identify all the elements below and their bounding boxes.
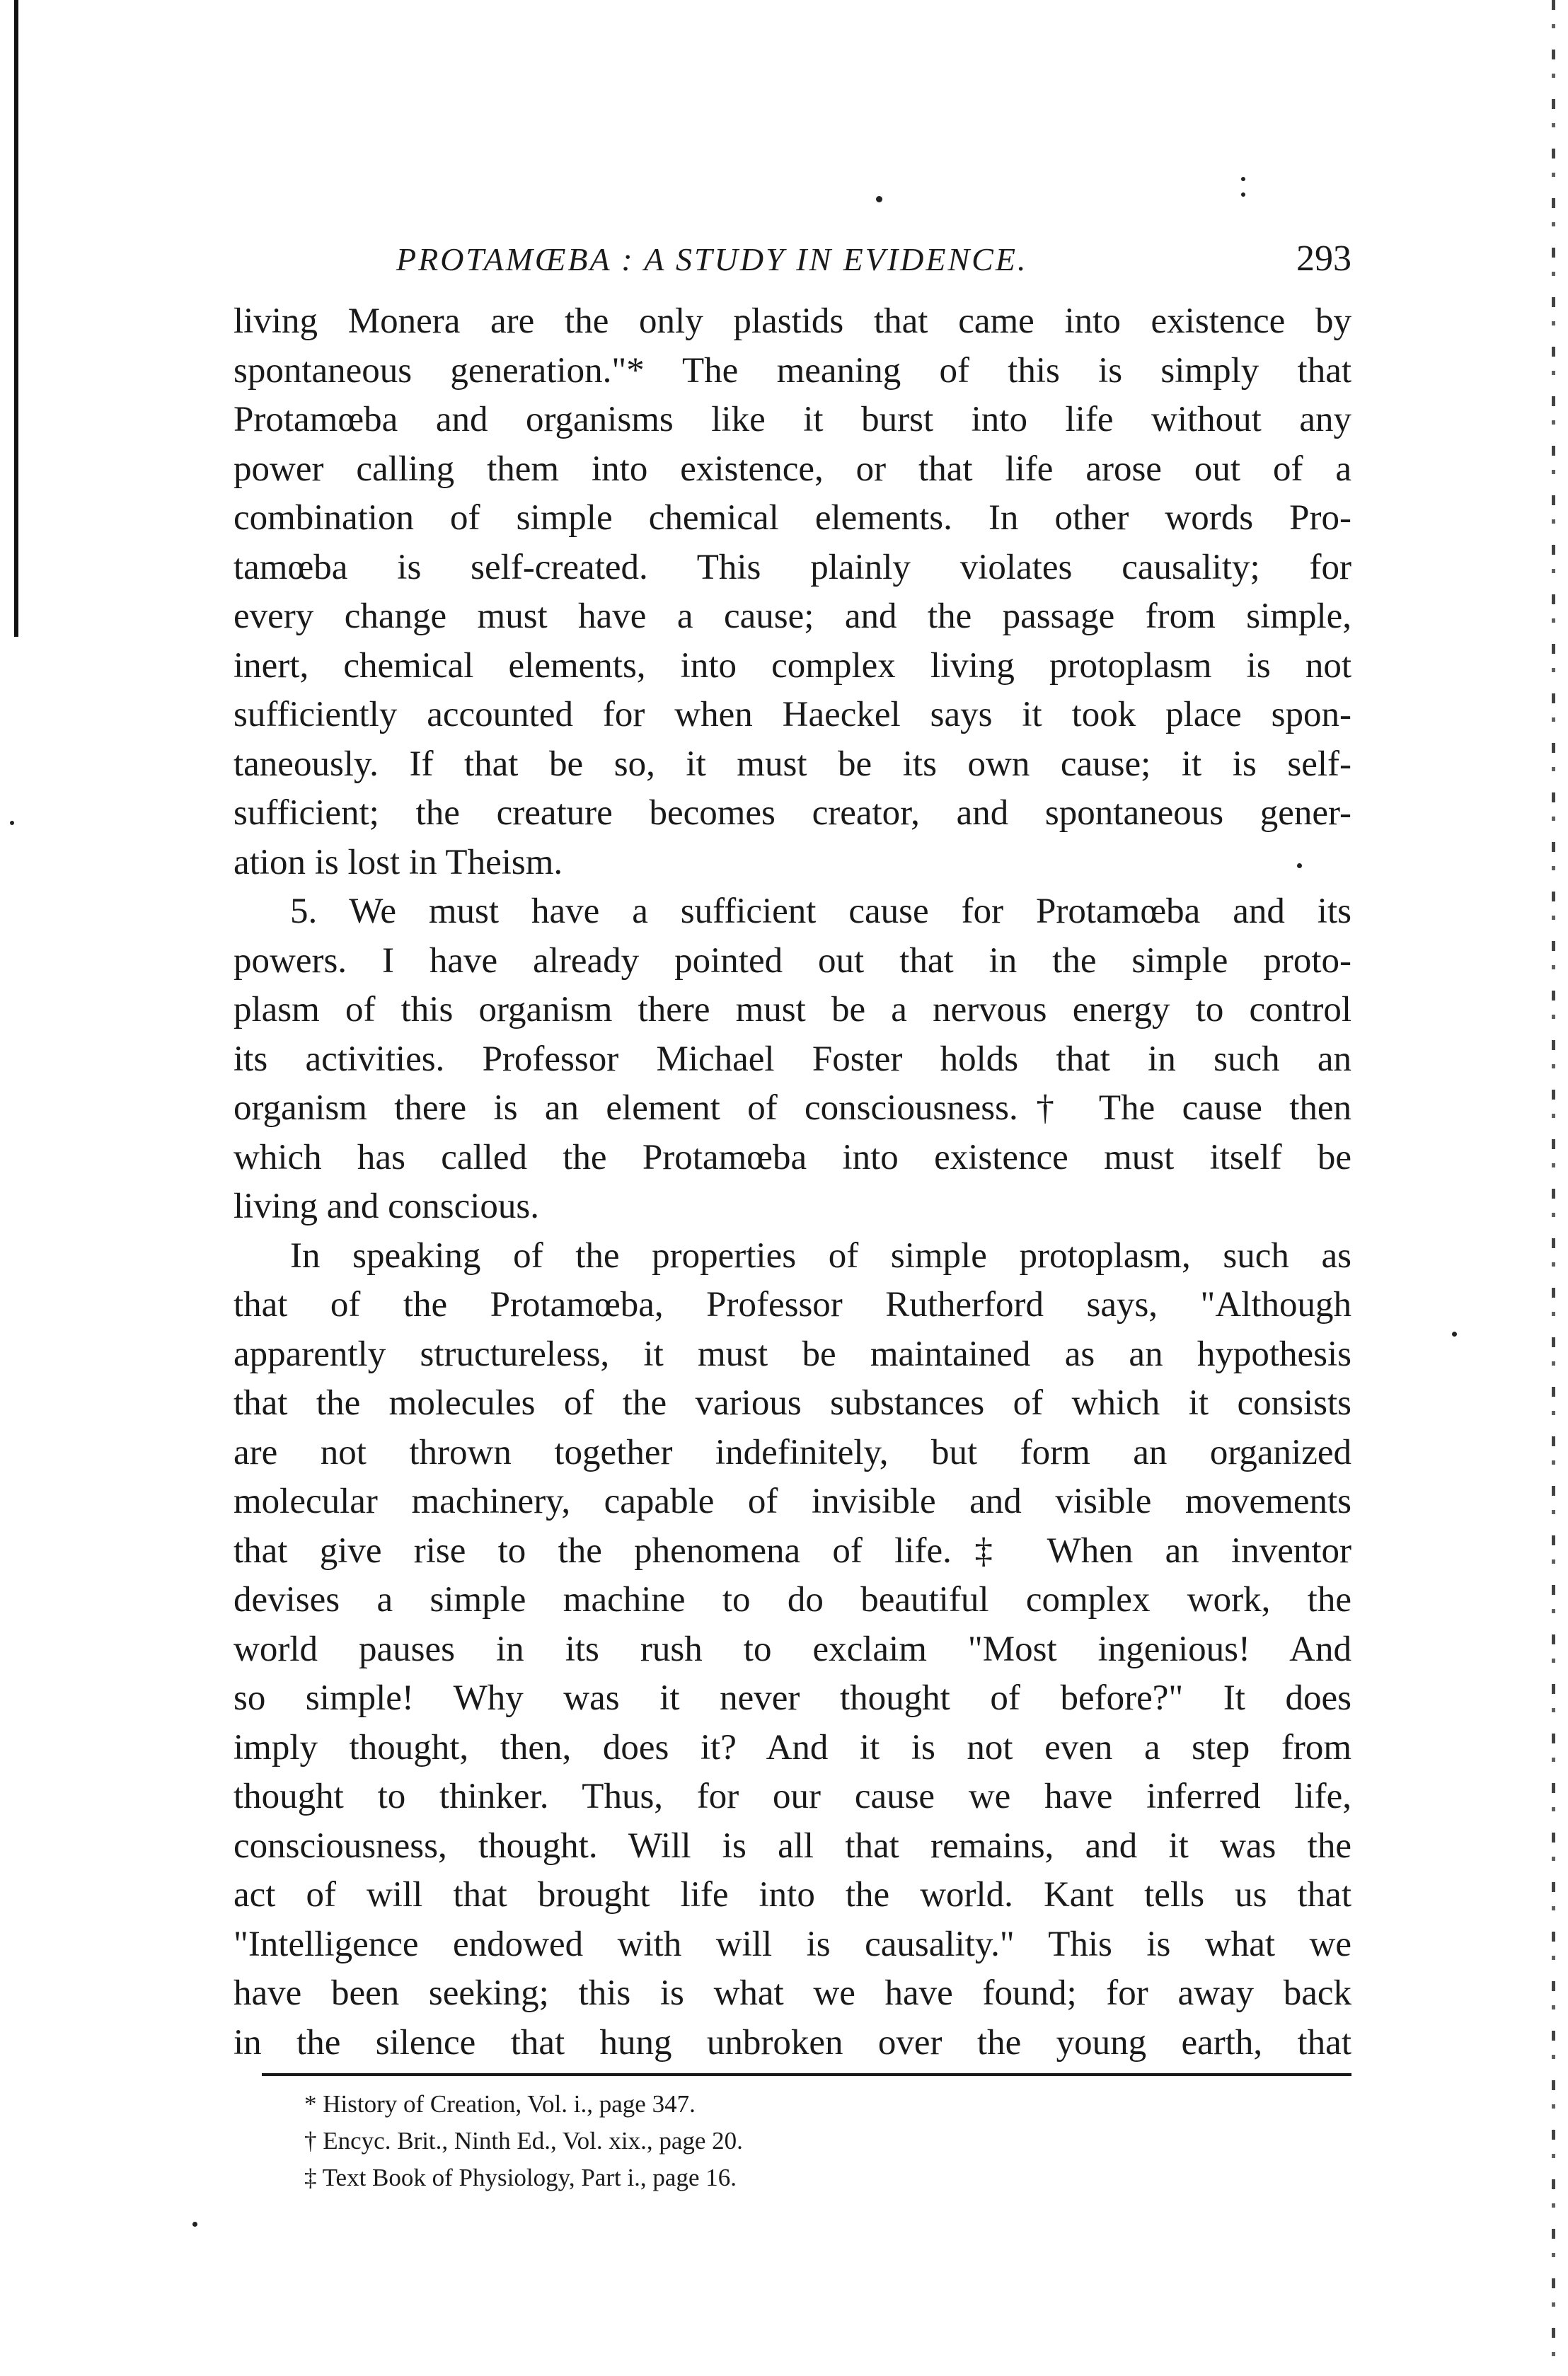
text-line: world pauses in its rush to exclaim "Most ingenious! And bbox=[234, 1629, 1351, 1669]
text-line: act of will that brought life into the world. Kant tells us that bbox=[234, 1875, 1351, 1915]
text-line: thought to thinker. Thus, for our cause we have inferred life, bbox=[234, 1777, 1351, 1816]
text-line: so simple! Why was it never thought of before?" It does bbox=[234, 1678, 1351, 1718]
text-line: imply thought, then, does it? And it is not even a step from bbox=[234, 1727, 1351, 1767]
scan-speck bbox=[876, 196, 882, 202]
text-line: that of the Protamœba, Professor Rutherford says, "Although bbox=[234, 1285, 1351, 1325]
scan-speck bbox=[1241, 177, 1245, 181]
text-line: power calling them into existence, or that life arose out of a bbox=[234, 449, 1351, 489]
scan-speck bbox=[10, 821, 14, 825]
text-line: that give rise to the phenomena of life.‡ When an inventor bbox=[234, 1530, 1351, 1571]
paragraph-3 bbox=[234, 1232, 1351, 2068]
footnote: † Encyc. Brit., Ninth Ed., Vol. xix., page 20. bbox=[304, 2127, 743, 2155]
text-line: Protamœba and organisms like it burst into life without any bbox=[234, 400, 1351, 439]
text-line: powers. I have already pointed out that in the simple proto- bbox=[234, 940, 1351, 981]
paragraph-1 bbox=[234, 297, 1351, 887]
text-line: in the silence that hung unbroken over the young earth, that bbox=[234, 2022, 1351, 2063]
text-line: sufficient; the creature becomes creator, and spontaneous gener- bbox=[234, 793, 1351, 833]
text-line: 5. We must have a sufficient cause for Protamœba and its bbox=[290, 892, 1351, 931]
page-number: 293 bbox=[1296, 238, 1351, 279]
scan-left-edge bbox=[14, 0, 18, 637]
text-line: devises a simple machine to do beautiful complex work, the bbox=[234, 1580, 1351, 1620]
scan-speck bbox=[1241, 192, 1245, 197]
footnote: ‡ Text Book of Physiology, Part i., page 16. bbox=[304, 2164, 737, 2191]
text-line: spontaneous generation."* The meaning of this is simply that bbox=[234, 350, 1351, 391]
text-line: which has called the Protamœba into existence must itself be bbox=[234, 1137, 1351, 1177]
text-line: ation is lost in Theism. bbox=[234, 842, 563, 882]
text-line: taneously. If that be so, it must be its own cause; it is self- bbox=[234, 744, 1351, 784]
running-head bbox=[234, 233, 1351, 297]
text-line: are not thrown together indefinitely, but form an organized bbox=[234, 1432, 1351, 1472]
footnotes bbox=[304, 2086, 1351, 2196]
running-title: PROTAMŒBA : A STUDY IN EVIDENCE. bbox=[396, 241, 1028, 277]
text-line: inert, chemical elements, into complex living protoplasm is not bbox=[234, 645, 1351, 686]
text-line: sufficiently accounted for when Haeckel says it took place spon- bbox=[234, 695, 1351, 734]
footnote-divider bbox=[262, 2073, 1351, 2076]
book-page bbox=[234, 233, 1351, 2196]
text-line: have been seeking; this is what we have found; for away back bbox=[234, 1973, 1351, 2013]
text-line: tamœba is self-created. This plainly violates causality; for bbox=[234, 547, 1351, 587]
text-line: plasm of this organism there must be a nervous energy to control bbox=[234, 990, 1351, 1030]
text-line: "Intelligence endowed with will is causality." This is what we bbox=[234, 1924, 1351, 1964]
text-line: combination of simple chemical elements. In other words Pro- bbox=[234, 498, 1351, 538]
text-line: organism there is an element of consciousness.† The cause then bbox=[234, 1088, 1351, 1128]
text-line: apparently structureless, it must be maintained as an hypothesis bbox=[234, 1334, 1351, 1374]
paragraph-2 bbox=[234, 887, 1351, 1232]
footnote: * History of Creation, Vol. i., page 347. bbox=[304, 2090, 696, 2118]
scan-speck bbox=[1452, 1332, 1457, 1337]
text-line: living Monera are the only plastids that came into existence by bbox=[234, 301, 1351, 341]
text-line: living and conscious. bbox=[234, 1187, 540, 1226]
text-line: every change must have a cause; and the passage from simple, bbox=[234, 596, 1351, 636]
text-line: that the molecules of the various substances of which it consists bbox=[234, 1383, 1351, 1423]
text-line: its activities. Professor Michael Foster holds that in such an bbox=[234, 1039, 1351, 1079]
text-line: consciousness, thought. Will is all that remains, and it was the bbox=[234, 1826, 1351, 1866]
text-line: molecular machinery, capable of invisible and visible movements bbox=[234, 1482, 1351, 1521]
scan-speck bbox=[192, 2222, 197, 2227]
text-line: In speaking of the properties of simple protoplasm, such as bbox=[290, 1235, 1351, 1276]
scan-right-edge bbox=[1552, 0, 1555, 2376]
